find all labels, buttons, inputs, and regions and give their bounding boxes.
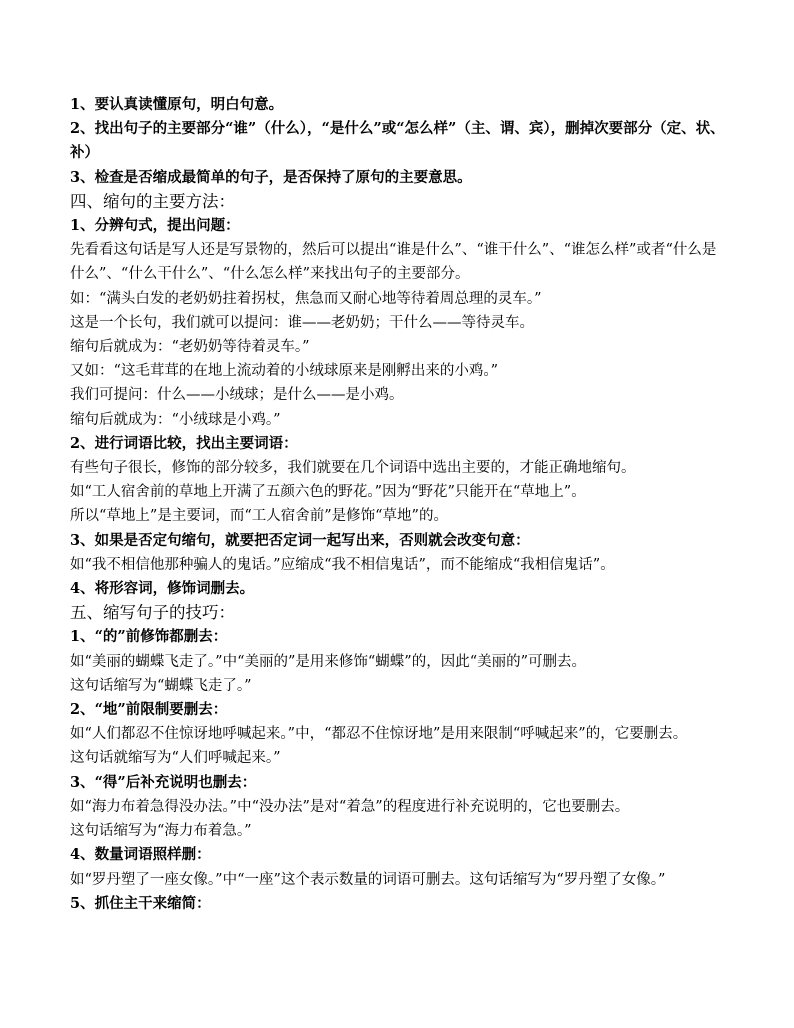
- text-line: 1、“的”前修饰都删去：: [70, 628, 228, 646]
- text-line: 如“罗丹塑了一座女像。”中“一座”这个表示数量的词语可删去。这句话缩写为“罗丹塑了女像。”: [70, 871, 666, 888]
- text-line: 如“我不相信他那种骗人的鬼话。”应缩成“我不相信鬼话”，而不能缩成“我相信鬼话”。: [70, 556, 615, 573]
- text-line: 3、检查是否缩成最简单的句子，是否保持了原句的主要意思。: [70, 168, 472, 186]
- text-line: 3、“得”后补充说明也删去：: [70, 773, 257, 791]
- text-line: 这句话缩写为“海力布着急。”: [70, 823, 252, 840]
- text-line: 缩句后就成为：“老奶奶等待着灵车。”: [70, 339, 310, 356]
- text-line: 如“人们都忍不住惊讶地呼喊起来。”中，“都忍不住惊讶地”是用来限制“呼喊起来”的，它要删去。: [70, 726, 688, 743]
- text-line: 如：“满头白发的老奶奶拄着拐杖，焦急而又耐心地等待着周总理的灵车。”: [70, 290, 542, 307]
- text-line: 5、抓住主干来缩简：: [70, 894, 211, 912]
- document-body: [70, 93, 730, 916]
- text-line: 2、进行词语比较，找出主要词语：: [70, 434, 298, 452]
- text-line: 4、数量词语照样删：: [70, 846, 211, 864]
- text-line: 2、找出句子的主要部分“谁”（什么），“是什么”或“怎么样”（主、谓、宾），删掉次要部分（定、状、补）: [70, 120, 725, 162]
- text-line: 4、将形容词，修饰词删去。: [70, 580, 255, 598]
- text-line: 1、分辨句式，提出问题：: [70, 217, 240, 235]
- text-line: 我们可提问：什么——小绒球；是什么——是小鸡。: [70, 387, 404, 404]
- text-line: 所以“草地上”是主要词，而“工人宿舍前”是修饰“草地”的。: [70, 508, 448, 525]
- section-heading: 五、缩写句子的技巧：: [70, 603, 235, 623]
- text-line: 先看看这句话是写人还是写景物的，然后可以提出“谁是什么”、“谁干什么”、“谁怎么样”或者“什么是什么”、“什么干什么”、“什么怎么样”来找出句子的主要部分。: [70, 242, 717, 283]
- text-line: 如“海力布着急得没办法。”中“没办法”是对“着急”的程度进行补充说明的，它也要删去。: [70, 798, 630, 815]
- text-line: 这是一个长句，我们就可以提问：谁——老奶奶；干什么——等待灵车。: [70, 314, 534, 331]
- text-line: 3、如果是否定句缩句，就要把否定词一起写出来，否则就会改变句意：: [70, 531, 530, 549]
- text-line: 如“工人宿舍前的草地上开满了五颜六色的野花。”因为“野花”只能开在“草地上”。: [70, 484, 586, 501]
- text-line: 又如：“这毛茸茸的在地上流动着的小绒球原来是刚孵出来的小鸡。”: [70, 363, 499, 380]
- text-line: 缩句后就成为：“小绒球是小鸡。”: [70, 411, 281, 428]
- section-heading: 四、缩句的主要方法：: [70, 191, 235, 211]
- text-line: 1、要认真读懂原句，明白句意。: [70, 96, 284, 113]
- text-line: 有些句子很长，修饰的部分较多，我们就要在几个词语中选出主要的，才能正确地缩句。: [70, 460, 636, 477]
- text-line: 2、“地”前限制要删去：: [70, 701, 228, 719]
- text-line: 如“美丽的蝴蝶飞走了。”中“美丽的”是用来修饰“蝴蝶”的，因此“美丽的”可删去。: [70, 653, 587, 670]
- text-line: 这句话就缩写为“人们呼喊起来。”: [70, 750, 281, 767]
- text-line: 这句话缩写为“蝴蝶飞走了。”: [70, 677, 252, 694]
